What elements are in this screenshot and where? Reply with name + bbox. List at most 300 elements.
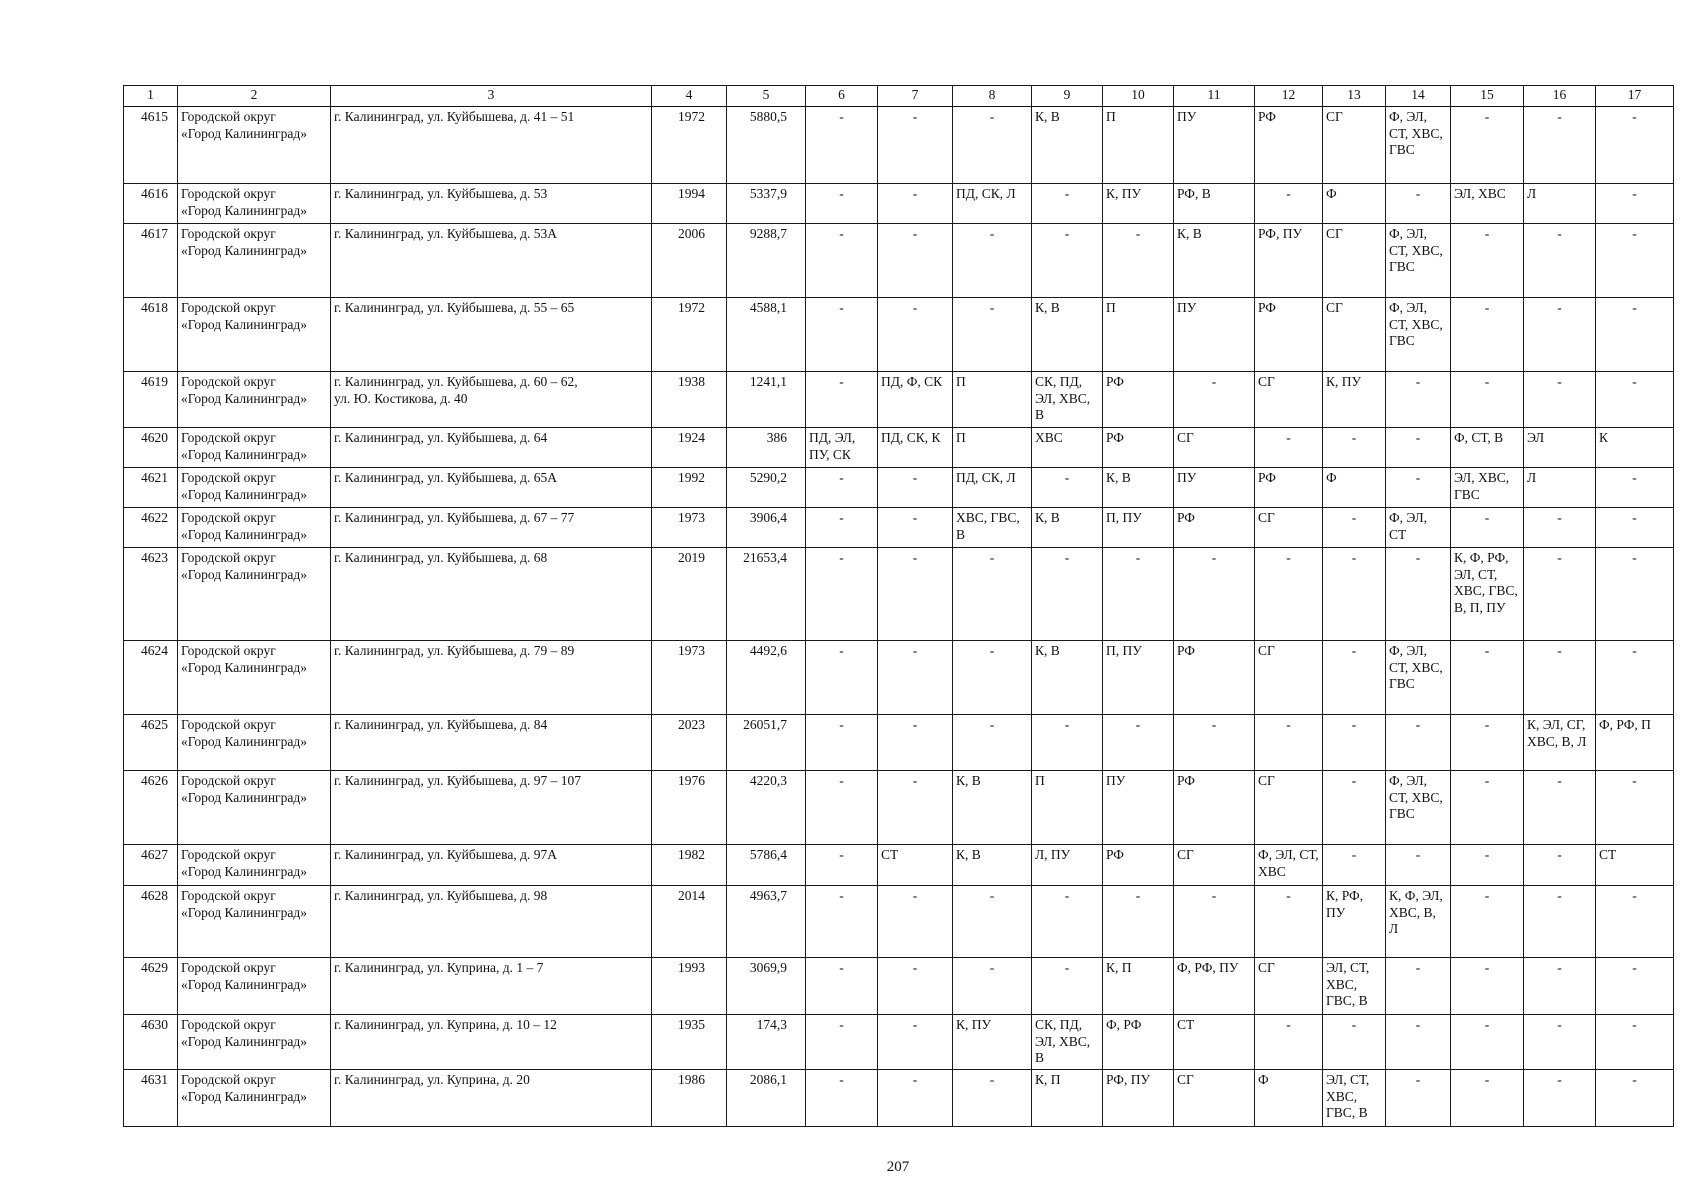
district-cell: Городской округ «Город Калининград» [178, 468, 331, 508]
column-16-cell: - [1524, 886, 1596, 958]
column-16-cell: - [1524, 508, 1596, 548]
row-number-cell: 4631 [124, 1070, 178, 1127]
table-row [124, 886, 1674, 958]
column-7-cell: - [878, 468, 953, 508]
district-cell: Городской округ «Город Калининград» [178, 641, 331, 715]
column-15-cell: - [1451, 298, 1524, 372]
column-16-cell: - [1524, 771, 1596, 845]
column-13-cell: СГ [1323, 298, 1386, 372]
column-10-cell: РФ [1103, 372, 1174, 428]
column-17-cell: - [1596, 508, 1674, 548]
column-9-cell: К, В [1032, 107, 1103, 184]
column-11-cell: ПУ [1174, 468, 1255, 508]
column-12-cell: СГ [1255, 641, 1323, 715]
column-header-16: 16 [1524, 86, 1596, 107]
column-header-4: 4 [652, 86, 727, 107]
column-12-cell: СГ [1255, 508, 1323, 548]
column-16-cell: Л [1524, 468, 1596, 508]
column-15-cell: - [1451, 372, 1524, 428]
column-15-cell: - [1451, 715, 1524, 771]
column-13-cell: - [1323, 771, 1386, 845]
column-8-cell: - [953, 958, 1032, 1015]
district-cell: Городской округ «Город Калининград» [178, 886, 331, 958]
column-17-cell: - [1596, 468, 1674, 508]
table-header-row [124, 86, 1674, 107]
area-cell: 5880,5 [727, 107, 806, 184]
row-number-cell: 4615 [124, 107, 178, 184]
district-cell: Городской округ «Город Калининград» [178, 958, 331, 1015]
column-12-cell: Ф [1255, 1070, 1323, 1127]
column-header-9: 9 [1032, 86, 1103, 107]
year-cell: 2006 [652, 224, 727, 298]
column-12-cell: СГ [1255, 372, 1323, 428]
column-header-8: 8 [953, 86, 1032, 107]
column-13-cell: К, ПУ [1323, 372, 1386, 428]
column-10-cell: - [1103, 886, 1174, 958]
column-13-cell: - [1323, 548, 1386, 641]
column-8-cell: К, В [953, 771, 1032, 845]
district-cell: Городской округ «Город Калининград» [178, 184, 331, 224]
column-11-cell: РФ, В [1174, 184, 1255, 224]
column-17-cell: - [1596, 224, 1674, 298]
column-15-cell: - [1451, 224, 1524, 298]
year-cell: 1972 [652, 298, 727, 372]
district-cell: Городской округ «Город Калининград» [178, 771, 331, 845]
column-12-cell: - [1255, 886, 1323, 958]
column-14-cell: - [1386, 184, 1451, 224]
address-cell: г. Калининград, ул. Куйбышева, д. 41 – 51 [331, 107, 652, 184]
column-7-cell: - [878, 886, 953, 958]
column-15-cell: - [1451, 641, 1524, 715]
column-10-cell: К, П [1103, 958, 1174, 1015]
table-row [124, 298, 1674, 372]
address-cell: г. Калининград, ул. Куйбышева, д. 98 [331, 886, 652, 958]
column-7-cell: - [878, 771, 953, 845]
area-cell: 2086,1 [727, 1070, 806, 1127]
table-row [124, 771, 1674, 845]
column-12-cell: - [1255, 548, 1323, 641]
column-15-cell: ЭЛ, ХВС, ГВС [1451, 468, 1524, 508]
column-8-cell: - [953, 548, 1032, 641]
column-6-cell: - [806, 372, 878, 428]
column-7-cell: - [878, 107, 953, 184]
row-number-cell: 4618 [124, 298, 178, 372]
column-11-cell: - [1174, 715, 1255, 771]
column-16-cell: - [1524, 224, 1596, 298]
area-cell: 1241,1 [727, 372, 806, 428]
column-16-cell: - [1524, 1070, 1596, 1127]
column-10-cell: РФ [1103, 428, 1174, 468]
column-header-5: 5 [727, 86, 806, 107]
column-header-2: 2 [178, 86, 331, 107]
column-7-cell: - [878, 548, 953, 641]
column-10-cell: РФ [1103, 845, 1174, 886]
column-16-cell: - [1524, 298, 1596, 372]
address-cell: г. Калининград, ул. Куйбышева, д. 55 – 65 [331, 298, 652, 372]
column-12-cell: - [1255, 428, 1323, 468]
column-13-cell: - [1323, 845, 1386, 886]
area-cell: 26051,7 [727, 715, 806, 771]
column-12-cell: СГ [1255, 958, 1323, 1015]
column-6-cell: - [806, 298, 878, 372]
address-cell: г. Калининград, ул. Куйбышева, д. 68 [331, 548, 652, 641]
year-cell: 1973 [652, 508, 727, 548]
row-number-cell: 4616 [124, 184, 178, 224]
column-header-10: 10 [1103, 86, 1174, 107]
column-8-cell: ХВС, ГВС, В [953, 508, 1032, 548]
column-14-cell: - [1386, 1070, 1451, 1127]
column-6-cell: - [806, 641, 878, 715]
address-cell: г. Калининград, ул. Куприна, д. 10 – 12 [331, 1015, 652, 1070]
column-12-cell: СГ [1255, 771, 1323, 845]
address-cell: г. Калининград, ул. Куйбышева, д. 53 [331, 184, 652, 224]
year-cell: 1994 [652, 184, 727, 224]
column-15-cell: - [1451, 508, 1524, 548]
column-10-cell: П [1103, 298, 1174, 372]
year-cell: 2023 [652, 715, 727, 771]
column-6-cell: - [806, 958, 878, 1015]
column-12-cell: Ф, ЭЛ, СТ, ХВС [1255, 845, 1323, 886]
district-cell: Городской округ «Город Калининград» [178, 1070, 331, 1127]
column-17-cell: СТ [1596, 845, 1674, 886]
table-row [124, 184, 1674, 224]
column-header-1: 1 [124, 86, 178, 107]
column-15-cell: - [1451, 886, 1524, 958]
column-17-cell: - [1596, 1015, 1674, 1070]
column-6-cell: - [806, 1070, 878, 1127]
column-11-cell: - [1174, 372, 1255, 428]
column-6-cell: - [806, 886, 878, 958]
row-number-cell: 4625 [124, 715, 178, 771]
column-17-cell: - [1596, 107, 1674, 184]
district-cell: Городской округ «Город Калининград» [178, 508, 331, 548]
column-10-cell: - [1103, 715, 1174, 771]
column-17-cell: - [1596, 372, 1674, 428]
column-14-cell: - [1386, 548, 1451, 641]
year-cell: 1972 [652, 107, 727, 184]
column-12-cell: - [1255, 715, 1323, 771]
column-17-cell: - [1596, 886, 1674, 958]
year-cell: 1976 [652, 771, 727, 845]
column-15-cell: - [1451, 771, 1524, 845]
column-header-12: 12 [1255, 86, 1323, 107]
column-header-14: 14 [1386, 86, 1451, 107]
year-cell: 1938 [652, 372, 727, 428]
column-7-cell: - [878, 224, 953, 298]
column-10-cell: Ф, РФ [1103, 1015, 1174, 1070]
address-cell: г. Калининград, ул. Куйбышева, д. 97А [331, 845, 652, 886]
district-cell: Городской округ «Город Калининград» [178, 107, 331, 184]
area-cell: 4963,7 [727, 886, 806, 958]
column-10-cell: ПУ [1103, 771, 1174, 845]
area-cell: 9288,7 [727, 224, 806, 298]
column-10-cell: - [1103, 224, 1174, 298]
row-number-cell: 4619 [124, 372, 178, 428]
register-table [123, 85, 1674, 1127]
column-15-cell: - [1451, 1070, 1524, 1127]
column-11-cell: - [1174, 886, 1255, 958]
column-17-cell: - [1596, 548, 1674, 641]
column-header-15: 15 [1451, 86, 1524, 107]
column-9-cell: П [1032, 771, 1103, 845]
column-15-cell: Ф, СТ, В [1451, 428, 1524, 468]
column-17-cell: - [1596, 641, 1674, 715]
area-cell: 5337,9 [727, 184, 806, 224]
year-cell: 1982 [652, 845, 727, 886]
column-14-cell: Ф, ЭЛ, СТ, ХВС, ГВС [1386, 224, 1451, 298]
column-14-cell: - [1386, 715, 1451, 771]
column-13-cell: Ф [1323, 468, 1386, 508]
column-13-cell: - [1323, 715, 1386, 771]
column-16-cell: - [1524, 107, 1596, 184]
table-row [124, 428, 1674, 468]
year-cell: 1924 [652, 428, 727, 468]
column-15-cell: К, Ф, РФ, ЭЛ, СТ, ХВС, ГВС, В, П, ПУ [1451, 548, 1524, 641]
column-16-cell: К, ЭЛ, СГ, ХВС, В, Л [1524, 715, 1596, 771]
column-10-cell: П, ПУ [1103, 641, 1174, 715]
column-17-cell: - [1596, 1070, 1674, 1127]
column-14-cell: Ф, ЭЛ, СТ, ХВС, ГВС [1386, 107, 1451, 184]
column-8-cell: - [953, 715, 1032, 771]
area-cell: 5786,4 [727, 845, 806, 886]
table-row [124, 1070, 1674, 1127]
column-6-cell: - [806, 468, 878, 508]
district-cell: Городской округ «Город Калининград» [178, 428, 331, 468]
column-17-cell: - [1596, 184, 1674, 224]
column-9-cell: К, В [1032, 508, 1103, 548]
column-12-cell: РФ [1255, 298, 1323, 372]
column-16-cell: - [1524, 548, 1596, 641]
column-6-cell: - [806, 845, 878, 886]
column-9-cell: - [1032, 548, 1103, 641]
column-8-cell: П [953, 428, 1032, 468]
column-14-cell: - [1386, 428, 1451, 468]
column-7-cell: ПД, СК, К [878, 428, 953, 468]
district-cell: Городской округ «Город Калининград» [178, 298, 331, 372]
column-9-cell: - [1032, 886, 1103, 958]
table-row [124, 715, 1674, 771]
column-11-cell: ПУ [1174, 107, 1255, 184]
table-row [124, 224, 1674, 298]
column-8-cell: ПД, СК, Л [953, 184, 1032, 224]
column-14-cell: - [1386, 845, 1451, 886]
column-11-cell: СГ [1174, 428, 1255, 468]
column-7-cell: - [878, 1070, 953, 1127]
column-7-cell: - [878, 715, 953, 771]
column-17-cell: К [1596, 428, 1674, 468]
row-number-cell: 4627 [124, 845, 178, 886]
column-9-cell: - [1032, 715, 1103, 771]
column-14-cell: К, Ф, ЭЛ, ХВС, В, Л [1386, 886, 1451, 958]
column-13-cell: СГ [1323, 107, 1386, 184]
column-9-cell: - [1032, 224, 1103, 298]
row-number-cell: 4624 [124, 641, 178, 715]
column-16-cell: ЭЛ [1524, 428, 1596, 468]
column-11-cell: СТ [1174, 1015, 1255, 1070]
address-cell: г. Калининград, ул. Куйбышева, д. 64 [331, 428, 652, 468]
table-row [124, 548, 1674, 641]
column-10-cell: - [1103, 548, 1174, 641]
column-7-cell: - [878, 958, 953, 1015]
year-cell: 1986 [652, 1070, 727, 1127]
table-row [124, 958, 1674, 1015]
column-8-cell: К, ПУ [953, 1015, 1032, 1070]
column-9-cell: Л, ПУ [1032, 845, 1103, 886]
table-row [124, 1015, 1674, 1070]
table-row [124, 845, 1674, 886]
table-row [124, 468, 1674, 508]
district-cell: Городской округ «Город Калининград» [178, 715, 331, 771]
year-cell: 1935 [652, 1015, 727, 1070]
column-16-cell: - [1524, 641, 1596, 715]
column-7-cell: ПД, Ф, СК [878, 372, 953, 428]
column-12-cell: - [1255, 1015, 1323, 1070]
table-row [124, 107, 1674, 184]
column-9-cell: СК, ПД, ЭЛ, ХВС, В [1032, 372, 1103, 428]
column-13-cell: - [1323, 508, 1386, 548]
column-9-cell: ХВС [1032, 428, 1103, 468]
column-16-cell: - [1524, 958, 1596, 1015]
column-14-cell: - [1386, 468, 1451, 508]
column-16-cell: - [1524, 845, 1596, 886]
row-number-cell: 4626 [124, 771, 178, 845]
district-cell: Городской округ «Город Калининград» [178, 548, 331, 641]
column-6-cell: - [806, 1015, 878, 1070]
address-cell: г. Калининград, ул. Куйбышева, д. 60 – 62, ул. Ю. Костикова, д. 40 [331, 372, 652, 428]
row-number-cell: 4620 [124, 428, 178, 468]
address-cell: г. Калининград, ул. Куприна, д. 20 [331, 1070, 652, 1127]
address-cell: г. Калининград, ул. Куйбышева, д. 53А [331, 224, 652, 298]
column-8-cell: - [953, 886, 1032, 958]
column-13-cell: - [1323, 1015, 1386, 1070]
column-9-cell: К, П [1032, 1070, 1103, 1127]
area-cell: 4588,1 [727, 298, 806, 372]
address-cell: г. Калининград, ул. Куйбышева, д. 79 – 89 [331, 641, 652, 715]
column-12-cell: - [1255, 184, 1323, 224]
area-cell: 5290,2 [727, 468, 806, 508]
column-12-cell: РФ, ПУ [1255, 224, 1323, 298]
column-11-cell: РФ [1174, 508, 1255, 548]
column-8-cell: К, В [953, 845, 1032, 886]
district-cell: Городской округ «Город Калининград» [178, 224, 331, 298]
column-8-cell: - [953, 107, 1032, 184]
area-cell: 4492,6 [727, 641, 806, 715]
column-7-cell: - [878, 184, 953, 224]
column-13-cell: - [1323, 641, 1386, 715]
column-6-cell: - [806, 508, 878, 548]
address-cell: г. Калининград, ул. Куйбышева, д. 67 – 77 [331, 508, 652, 548]
column-17-cell: - [1596, 958, 1674, 1015]
column-7-cell: - [878, 1015, 953, 1070]
column-8-cell: ПД, СК, Л [953, 468, 1032, 508]
year-cell: 1993 [652, 958, 727, 1015]
register-table-body [124, 107, 1674, 1127]
column-9-cell: - [1032, 468, 1103, 508]
table-row [124, 641, 1674, 715]
column-11-cell: ПУ [1174, 298, 1255, 372]
column-6-cell: - [806, 224, 878, 298]
column-9-cell: СК, ПД, ЭЛ, ХВС, В [1032, 1015, 1103, 1070]
column-13-cell: - [1323, 428, 1386, 468]
column-11-cell: Ф, РФ, ПУ [1174, 958, 1255, 1015]
column-11-cell: К, В [1174, 224, 1255, 298]
column-16-cell: - [1524, 1015, 1596, 1070]
area-cell: 174,3 [727, 1015, 806, 1070]
column-header-7: 7 [878, 86, 953, 107]
table-row [124, 372, 1674, 428]
column-14-cell: Ф, ЭЛ, СТ, ХВС, ГВС [1386, 298, 1451, 372]
year-cell: 2019 [652, 548, 727, 641]
column-13-cell: Ф [1323, 184, 1386, 224]
column-17-cell: - [1596, 771, 1674, 845]
column-11-cell: СГ [1174, 1070, 1255, 1127]
column-7-cell: - [878, 298, 953, 372]
row-number-cell: 4623 [124, 548, 178, 641]
column-9-cell: К, В [1032, 641, 1103, 715]
column-13-cell: ЭЛ, СТ, ХВС, ГВС, В [1323, 1070, 1386, 1127]
column-10-cell: РФ, ПУ [1103, 1070, 1174, 1127]
column-6-cell: ПД, ЭЛ, ПУ, СК [806, 428, 878, 468]
area-cell: 3906,4 [727, 508, 806, 548]
column-8-cell: - [953, 224, 1032, 298]
column-8-cell: - [953, 1070, 1032, 1127]
column-header-6: 6 [806, 86, 878, 107]
column-13-cell: СГ [1323, 224, 1386, 298]
column-14-cell: Ф, ЭЛ, СТ, ХВС, ГВС [1386, 641, 1451, 715]
column-14-cell: - [1386, 958, 1451, 1015]
column-header-17: 17 [1596, 86, 1674, 107]
column-15-cell: - [1451, 1015, 1524, 1070]
column-16-cell: Л [1524, 184, 1596, 224]
column-14-cell: - [1386, 1015, 1451, 1070]
address-cell: г. Калининград, ул. Куйбышева, д. 97 – 107 [331, 771, 652, 845]
area-cell: 3069,9 [727, 958, 806, 1015]
year-cell: 1973 [652, 641, 727, 715]
column-7-cell: - [878, 641, 953, 715]
column-8-cell: - [953, 298, 1032, 372]
column-9-cell: - [1032, 184, 1103, 224]
column-14-cell: Ф, ЭЛ, СТ [1386, 508, 1451, 548]
column-15-cell: - [1451, 107, 1524, 184]
column-11-cell: РФ [1174, 641, 1255, 715]
column-11-cell: - [1174, 548, 1255, 641]
area-cell: 21653,4 [727, 548, 806, 641]
column-17-cell: Ф, РФ, П [1596, 715, 1674, 771]
year-cell: 2014 [652, 886, 727, 958]
district-cell: Городской округ «Город Калининград» [178, 372, 331, 428]
column-header-11: 11 [1174, 86, 1255, 107]
address-cell: г. Калининград, ул. Куйбышева, д. 84 [331, 715, 652, 771]
column-12-cell: РФ [1255, 107, 1323, 184]
column-6-cell: - [806, 548, 878, 641]
year-cell: 1992 [652, 468, 727, 508]
column-14-cell: - [1386, 372, 1451, 428]
column-14-cell: Ф, ЭЛ, СТ, ХВС, ГВС [1386, 771, 1451, 845]
row-number-cell: 4630 [124, 1015, 178, 1070]
district-cell: Городской округ «Город Калининград» [178, 845, 331, 886]
column-13-cell: ЭЛ, СТ, ХВС, ГВС, В [1323, 958, 1386, 1015]
column-10-cell: К, В [1103, 468, 1174, 508]
column-header-3: 3 [331, 86, 652, 107]
column-10-cell: К, ПУ [1103, 184, 1174, 224]
address-cell: г. Калининград, ул. Куйбышева, д. 65А [331, 468, 652, 508]
column-15-cell: ЭЛ, ХВС [1451, 184, 1524, 224]
row-number-cell: 4622 [124, 508, 178, 548]
column-6-cell: - [806, 107, 878, 184]
column-9-cell: - [1032, 958, 1103, 1015]
row-number-cell: 4629 [124, 958, 178, 1015]
table-row [124, 508, 1674, 548]
